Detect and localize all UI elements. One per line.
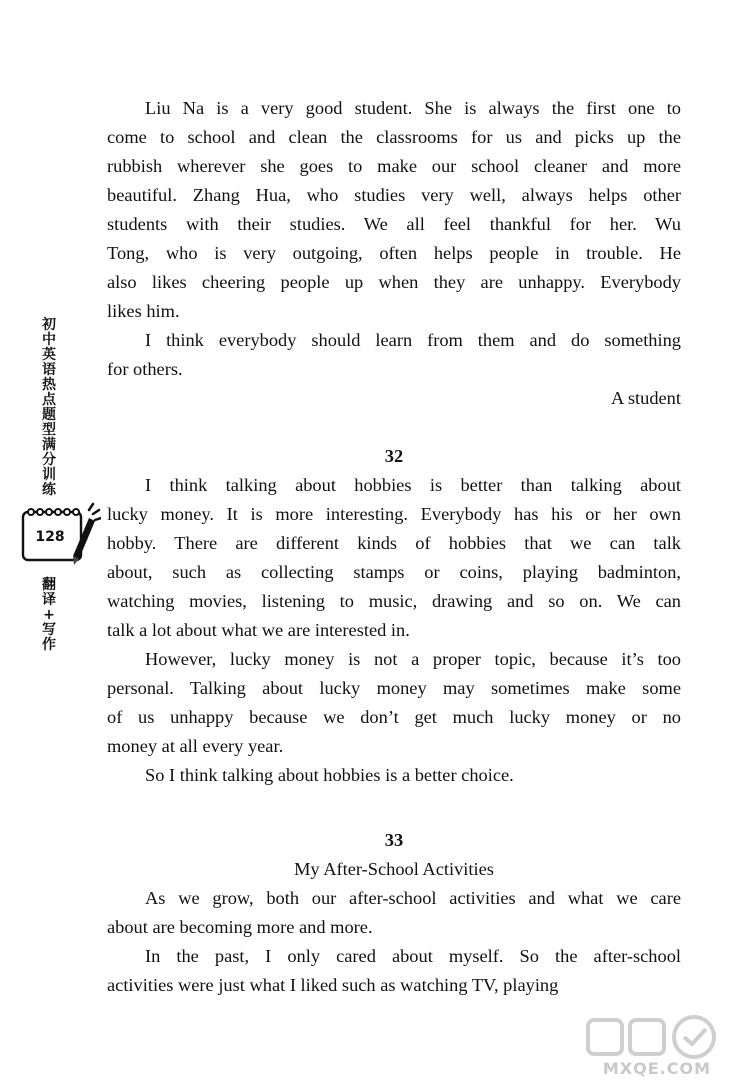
text-line: personal. Talking about lucky money may sometimes make some [107,678,681,698]
text-line: lucky money. It is more interesting. Everybody has his or her own [107,504,681,524]
book-title-vertical [30,318,68,498]
text-line: Liu Na is a very good student. She is always the first one to [145,98,681,118]
page-number: 128 [35,529,65,545]
section-number-32: 32 [384,446,404,466]
vertical-char: + [43,607,55,623]
vertical-char: 训 [42,467,56,483]
section-33-paragraph-1 [107,884,681,942]
vertical-char: 中 [42,332,56,348]
vertical-char: 满 [42,437,56,453]
text-line: However, lucky money is not a proper topic, because it’s too [145,649,681,669]
text-line: I think talking about hobbies is better than talking about [145,475,681,495]
vertical-char: 语 [42,362,56,378]
text-line: beautiful. Zhang Hua, who studies very well, always helps other [107,185,681,205]
section-32-paragraph-2 [107,645,681,761]
vertical-char: 译 [42,592,56,608]
section-number-33: 33 [384,830,404,850]
text-line: money at all every year. [107,736,284,756]
vertical-char: 题 [42,407,56,423]
vertical-char: 翻 [42,577,56,593]
section-31-paragraph-1 [107,94,681,326]
vertical-char: 练 [42,482,56,498]
text-line: about are becoming more and more. [107,917,373,937]
vertical-char: 点 [42,392,56,408]
section-32-paragraph-1 [107,471,681,645]
watermark [582,1014,732,1078]
text-line: watching movies, listening to music, drawing and so on. We can [107,591,681,611]
answer-stamp-icon [582,1014,732,1060]
vertical-char: 写 [42,622,56,638]
text-line: students with their studies. We all feel thankful for her. Wu [107,214,681,234]
section-33-paragraph-2 [107,942,681,1000]
watermark-text: MXQE.COM [602,1059,712,1078]
text-line: So I think talking about hobbies is a better choice. [145,765,514,785]
text-line: As we grow, both our after-school activities and what we care [145,888,681,908]
vertical-char: 分 [42,452,56,468]
text-line: I think everybody should learn from them and do something [145,330,681,350]
text-line: In the past, I only cared about myself. So the after-school [145,946,681,966]
text-line: likes him. [107,301,180,321]
text-line: rubbish wherever she goes to make our school cleaner and more [107,156,681,176]
text-line: for others. [107,359,183,379]
vertical-char: 英 [42,347,56,363]
vertical-char: 热 [42,377,56,393]
page-number-badge [19,500,101,574]
vertical-char: 型 [42,422,56,438]
text-line: also likes cheering people up when they are unhappy. Everybody [107,272,681,292]
text-line: about, such as collecting stamps or coins, playing badminton, [107,562,681,582]
essay-title: My After-School Activities [294,859,494,879]
text-line: come to school and clean the classrooms for us and picks up the [107,127,681,147]
signature: A student [611,388,681,408]
book-subtitle-vertical [30,578,68,653]
section-31-paragraph-2 [107,326,681,384]
main-text [107,94,681,1000]
vertical-char: 初 [42,317,56,333]
section-32-paragraph-3 [107,761,681,790]
text-line: hobby. There are different kinds of hobbies that we can talk [107,533,681,553]
text-line: Tong, who is very outgoing, often helps people in trouble. He [107,243,681,263]
vertical-char: 作 [42,637,56,653]
text-line: activities were just what I liked such as watching TV, playing [107,975,559,995]
text-line: of us unhappy because we don’t get much lucky money or no [107,707,681,727]
text-line: talk a lot about what we are interested in. [107,620,410,640]
